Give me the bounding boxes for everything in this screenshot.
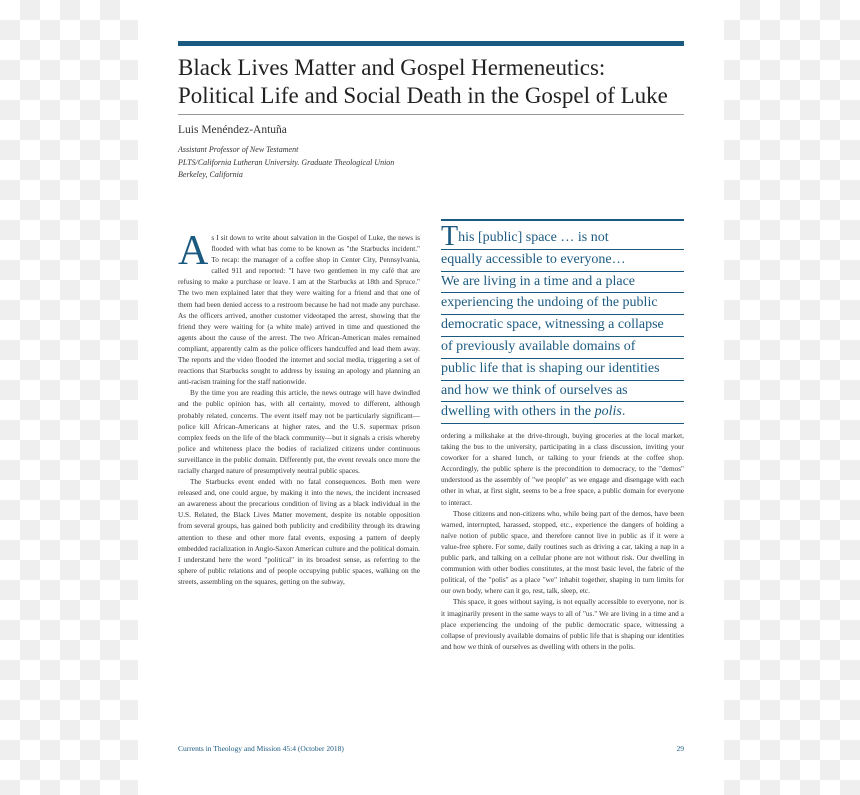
paragraph-text: s I sit down to write about salvation in the Gospel of Luke, the news is flooded with what has come to be known as "the Starbucks incident." To recap: the manager of a coffee shop in Center City, Pennsylvania, called 911 and reported: "I have two gentlemen in my café that are refusing to make a purchase or leave. I am at the Starbucks at 18th and Spruce." The two men explained later that they were waiting for a friend and that one of them had been denied access to a restroom because he had not made any purchase. As the officers arrived, another customer videotaped the arrest, showing that the friend they were waiting for (a white male) arrived in time and questioned the agents about the cause of the arrest. The two African-American males remained compliant, apparently calm as the police officers handcuffed and lead them away. The reports and the video flooded the internet and social media, triggering a set of reactions that Starbucks sought to address by issuing an apology and planning an anti-racism training for the staff nationwide. <box>178 234 420 387</box>
pull-quote-line-text: dwelling with others in the <box>441 404 595 420</box>
pull-quote-line-text: his [public] space … is not <box>458 230 609 245</box>
journal-citation: Currents in Theology and Mission 45:4 (October 2018) <box>178 744 344 753</box>
paragraph: The Starbucks event ended with no fatal consequences. Both men were released and, one could argue, by making it into the news, the incident increased an awareness about the precarious condition of living as a black individual in the U.S. Related, the Black Lives Matter movement, despite its notable opposition from several groups, has gained both publicity and credibility through its drawing attention to these and other more fatal events, exposing a pattern of deeply embedded racialization in Anglo-Saxon American culture and the political domain. I understand here the word "political" in its broadest sense, as referring to the sphere of public relations and of people occupying public spaces, walking on the streets, assembling on the squares, getting on the subway, <box>178 478 420 586</box>
paragraph <box>178 233 420 388</box>
affiliation-institution: PLTS/California Lutheran University. Graduate Theological Union <box>178 157 395 167</box>
pull-quote-line <box>441 221 684 252</box>
pull-quote-cap: T <box>441 221 459 252</box>
paragraph: By the time you are reading this article, the news outrage will have dwindled and the public opinion has, with all certainty, moved to different, although probably related, concerns. The event itself may not be particularly significant—police kill African-Americans at higher rates, and the U.S. supermax prison complex feeds on the life of the black community—but it signals a crisis whereby police and whiteness place the bodies of racialized citizens under continuous surveillance in the public domain. Differently put, the event reveals once more the racially charged nature of presumptively neutral public spaces. <box>178 389 420 475</box>
right-column <box>441 431 684 741</box>
pull-quote <box>441 221 684 424</box>
pull-quote-line: We are living in a time and a place <box>441 272 684 294</box>
paragraph: Those citizens and non-citizens who, while being part of the demos, have been warned, interrupted, harassed, stopped, etc., experience the dangers of holding a naïve notion of public space, and therefore cannot live in public as if it were a value-free sphere. For some, daily routines such as driving a car, taking a nap in a public park, and talking on a cellular phone are not without risk. Our dwelling in communion with other bodies constitutes, at the most basic level, the fabric of the political, of the "polis" as a place "we" inhabit together, shaping in turn limits for our own body, where can it go, rest, talk, sleep, etc. <box>441 509 684 596</box>
pull-quote-line: democratic space, witnessing a collapse <box>441 315 684 337</box>
top-rule <box>178 41 684 46</box>
pull-quote-line: experiencing the undoing of the public <box>441 293 684 315</box>
pull-quote-line: public life that is shaping our identities <box>441 359 684 381</box>
pull-quote-emphasis: polis <box>594 404 622 420</box>
title-rule <box>178 114 684 115</box>
paragraph: ordering a milkshake at the drive-through, buying groceries at the local market, taking the bus to the university, participating in a class discussion, inviting your coworker for a shared lunch, or talking to your friends at the coffee shop. Accordingly, the public sphere is the precondition to democracy, to the "demos" understood as the assembly of "we people" as we engage and disengage with each other in what, at first sight, seems to be a free space, a public domain for everyone to interact. <box>441 432 684 507</box>
journal-page <box>138 0 724 795</box>
affiliation-position: Assistant Professor of New Testament <box>178 145 299 154</box>
article-title <box>178 54 684 110</box>
title-line-2: Political Life and Social Death in the Gospel of Luke <box>178 83 668 108</box>
author-affiliation <box>178 144 498 182</box>
pull-quote-period: . <box>621 404 626 420</box>
drop-cap: A <box>178 233 209 274</box>
page-number: 29 <box>676 744 684 753</box>
author-name: Luis Menéndez-Antuña <box>178 124 287 136</box>
pull-quote-line: and how we think of ourselves as <box>441 381 684 403</box>
paragraph: This space, it goes without saying, is not equally accessible to everyone, nor is it imaginarily present in the same ways to all of "us." We are living in a time and a place experiencing the undoing of the public democratic space, witnessing a collapse of previously available domains of public life that is shaping our identities and how we think of ourselves as dwelling with others in the polis. <box>441 598 684 651</box>
pull-quote-line <box>441 402 684 424</box>
pull-quote-line: equally accessible to everyone… <box>441 250 684 272</box>
title-line-1: Black Lives Matter and Gospel Hermeneutics: <box>178 55 606 80</box>
affiliation-location: Berkeley, California <box>178 170 243 179</box>
pull-quote-line: of previously available domains of <box>441 337 684 359</box>
pull-quote-rule <box>441 219 684 221</box>
left-column <box>178 233 420 733</box>
